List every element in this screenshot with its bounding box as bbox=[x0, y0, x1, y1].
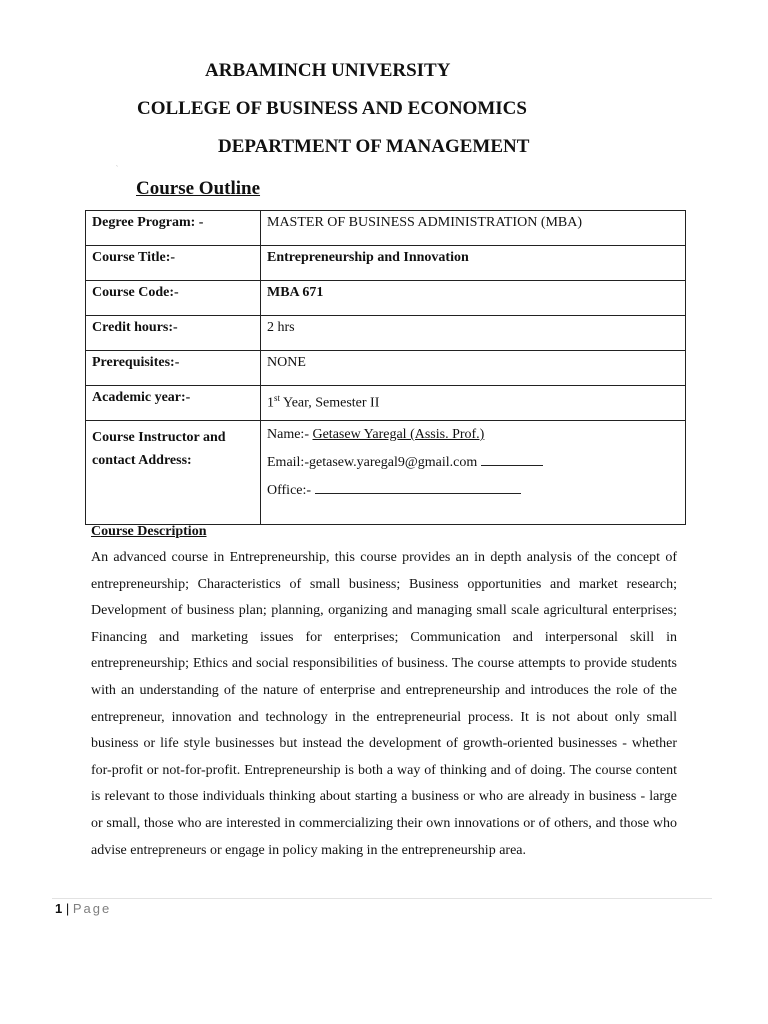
instructor-email: getasew.yaregal9@gmail.com bbox=[309, 455, 478, 470]
instructor-details bbox=[261, 421, 686, 525]
row-label: Credit hours:- bbox=[86, 316, 261, 351]
instructor-name-line bbox=[267, 424, 679, 446]
table-row bbox=[86, 281, 686, 316]
instructor-email-line bbox=[267, 446, 679, 480]
course-title-value: Entrepreneurship and Innovation bbox=[261, 246, 686, 281]
name-label: Name:- bbox=[267, 427, 313, 442]
table-row bbox=[86, 351, 686, 386]
table-row bbox=[86, 421, 686, 525]
university-name: ARBAMINCH UNIVERSITY bbox=[205, 60, 451, 81]
table-row bbox=[86, 211, 686, 246]
academic-year-value bbox=[261, 386, 686, 421]
email-blank-line bbox=[481, 452, 543, 466]
stray-mark: ` bbox=[116, 166, 118, 172]
footer-separator: | bbox=[62, 901, 73, 916]
table-row bbox=[86, 386, 686, 421]
instructor-label-line2: contact Address: bbox=[92, 453, 192, 468]
course-code-value: MBA 671 bbox=[261, 281, 686, 316]
course-description-title: Course Description bbox=[91, 524, 207, 539]
instructor-label-line1: Course Instructor and bbox=[92, 430, 226, 445]
table-row bbox=[86, 246, 686, 281]
year-number: 1 bbox=[267, 395, 274, 411]
row-label: Academic year:- bbox=[86, 386, 261, 421]
page-number: 1 bbox=[55, 901, 63, 916]
office-blank-line bbox=[315, 480, 521, 494]
instructor-office-line bbox=[267, 480, 679, 501]
table-row bbox=[86, 316, 686, 351]
row-label: Degree Program: - bbox=[86, 211, 261, 246]
year-semester: Year, Semester II bbox=[280, 395, 380, 411]
prerequisites-value: NONE bbox=[261, 351, 686, 386]
instructor-name: Getasew Yaregal (Assis. Prof.) bbox=[312, 427, 485, 442]
course-info-table bbox=[85, 210, 686, 525]
row-label: Course Title:- bbox=[86, 246, 261, 281]
instructor-label bbox=[86, 421, 261, 525]
office-label: Office:- bbox=[267, 483, 312, 498]
department-name: DEPARTMENT OF MANAGEMENT bbox=[218, 136, 530, 157]
credit-hours-value: 2 hrs bbox=[261, 316, 686, 351]
email-label: Email:- bbox=[267, 455, 309, 470]
footer-divider bbox=[52, 898, 712, 899]
course-outline-title: Course Outline bbox=[136, 178, 261, 199]
page-footer bbox=[55, 901, 111, 916]
year-ordinal: st bbox=[274, 393, 281, 403]
row-label: Course Code:- bbox=[86, 281, 261, 316]
degree-program-value: MASTER OF BUSINESS ADMINISTRATION (MBA) bbox=[261, 211, 686, 246]
college-name: COLLEGE OF BUSINESS AND ECONOMICS bbox=[137, 98, 527, 119]
page-label: Page bbox=[72, 901, 112, 916]
course-description-text: An advanced course in Entrepreneurship, this course provides an in depth analysis of the concept of entrepreneurship; Characteristics of small business; Business opportunities and market research; Development of business plan; planning, organizing and managing small scale agricultural enterprises; Financing and marketing issues for enterprises; Communication and interpersonal skill in entrepreneurship; Ethics and social responsibilities of business. The course attempts to provide students with an understanding of the nature of enterprise and entrepreneurship and introduces the role of the entrepreneur, innovation and technology in the entrepreneurial process. It is not about only small business or life style businesses but instead the development of growth-oriented businesses - whether for-profit or not-for-profit. Entrepreneurship is both a way of thinking and of doing. The course content is relevant to those individuals thinking about starting a business or who are already in business - large or small, those who are interested in commercializing their own innovations or of others, and those who advise entrepreneurs or engage in policy making in the entrepreneurship area. bbox=[91, 550, 677, 858]
row-label: Prerequisites:- bbox=[86, 351, 261, 386]
